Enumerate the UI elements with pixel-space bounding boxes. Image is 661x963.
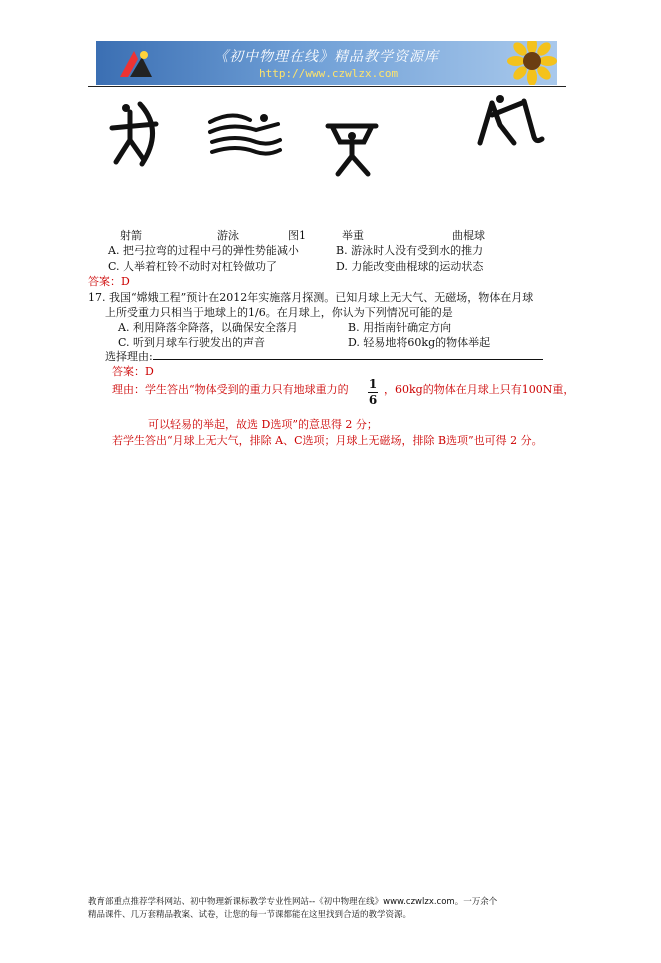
q17-reason-line3: 若学生答出“月球上无大气，排除 A、C选项；月球上无磁场，排除 B选项”也可得 2 分。: [112, 434, 543, 447]
q17-option-b: B. 用指南针确定方向: [348, 321, 452, 334]
q16-option-a: A. 把弓拉弯的过程中弓的弹性势能减小: [108, 244, 299, 257]
header-rule: [88, 86, 566, 87]
q17-stem-line1: 17. 我国“嫦娥工程”预计在2012年实施落月探测。已知月球上无大气、无磁场，物体在月球: [88, 291, 534, 304]
site-logo-icon: [116, 47, 156, 81]
q17-answer: 答案：D: [112, 365, 154, 378]
site-url: http://www.czwlzx.com: [259, 67, 399, 80]
caption-hockey: 曲棍球: [452, 229, 485, 242]
caption-archery: 射箭: [120, 229, 142, 242]
footer-line1: 教育部重点推荐学科网站、初中物理新课标教学专业性网站--《初中物理在线》www.czwlzx.com。一万余个: [88, 897, 498, 907]
fraction-numerator: 1: [368, 377, 378, 391]
weightlifting-icon: [324, 118, 380, 180]
q16-option-c: C. 人举着杠铃不动时对杠铃做功了: [108, 260, 278, 273]
q16-option-b: B. 游泳时人没有受到水的推力: [336, 244, 484, 257]
fraction-denominator: 6: [368, 393, 378, 407]
hockey-icon: [470, 93, 546, 151]
q16-option-d: D. 力能改变曲棍球的运动状态: [336, 260, 484, 273]
q17-option-d: D. 轻易地将60kg的物体举起: [348, 336, 491, 349]
q17-fraction: [368, 378, 378, 407]
footer-line2: 精品课件、几万套精品教案、试卷，让您的每一节课都能在这里找到合适的教学资源。: [88, 910, 412, 920]
q17-reason-label: 选择理由:: [105, 350, 153, 363]
header-banner: [96, 41, 557, 85]
site-title: 《初中物理在线》精品教学资源库: [214, 49, 439, 65]
q17-reason-underline: [153, 359, 543, 360]
q17-option-a: A. 利用降落伞降落，以确保安全落月: [118, 321, 298, 334]
sunflower-icon: [498, 41, 557, 85]
caption-weightlifting: 举重: [342, 229, 364, 242]
q17-reason-line1b: ，60kg的物体在月球上只有100N重，: [384, 383, 575, 396]
q17-stem-line2: 上所受重力只相当于地球上的1/6。在月球上，你认为下列情况可能的是: [105, 306, 453, 319]
archery-icon: [106, 100, 162, 168]
swimming-icon: [206, 112, 284, 158]
q17-reason-line2: 可以轻易的举起，故选 D选项”的意思得 2 分；: [148, 418, 378, 431]
caption-swimming: 游泳: [217, 229, 239, 242]
q17-reason-line1a: 理由：学生答出“物体受到的重力只有地球重力的: [112, 383, 349, 396]
q17-option-c: C. 听到月球车行驶发出的声音: [118, 336, 266, 349]
caption-figure: 图1: [288, 229, 306, 242]
q16-answer: 答案：D: [88, 275, 130, 288]
